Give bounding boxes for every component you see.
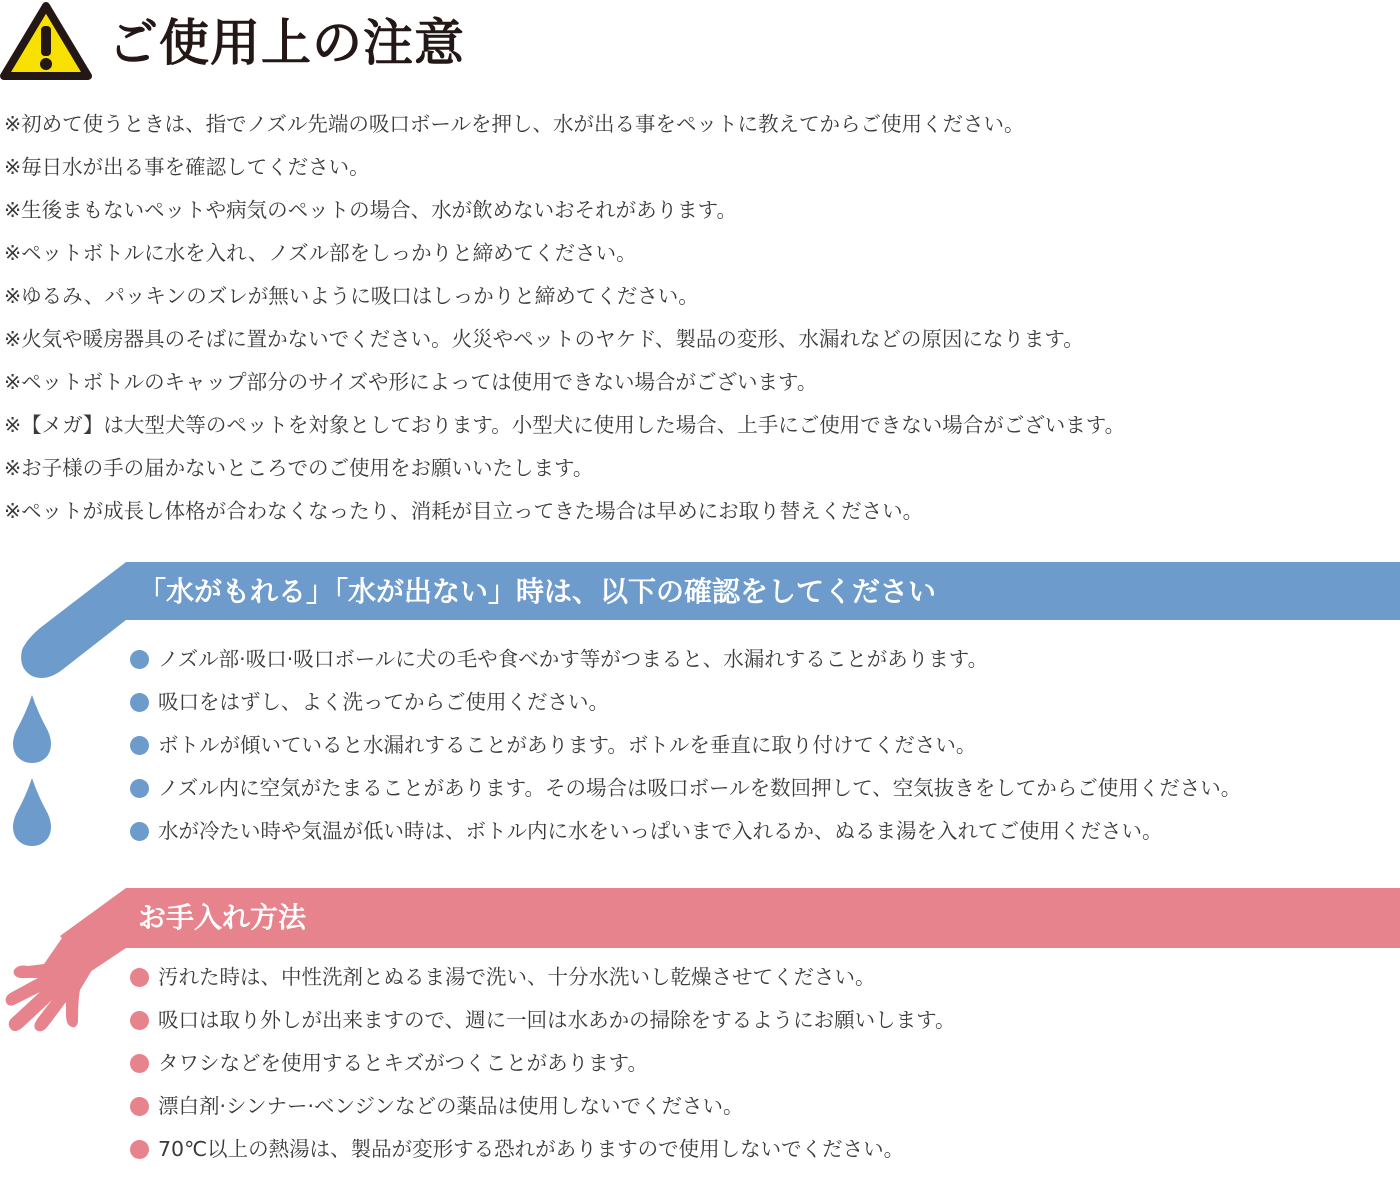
list-item (130, 810, 1241, 853)
list-item (130, 638, 1241, 681)
bullet-icon (130, 1140, 149, 1159)
note-item: ※【メガ】は大型犬等のペットを対象としております。小型犬に使用した場合、上手にご使用できない場合がございます。 (4, 413, 1126, 437)
list-item-text: タワシなどを使用するとキズがつくことがあります。 (158, 1051, 648, 1075)
list-item (130, 724, 1241, 767)
list-item (130, 1128, 955, 1171)
bullet-icon (130, 968, 149, 987)
check-section-title: 「水がもれる」「水が出ない」時は、以下の確認をしてください (138, 575, 937, 608)
bullet-icon (130, 693, 149, 712)
list-item-text: ノズル内に空気がたまることがあります。その場合は吸口ボールを数回押して、空気抜きをしてからご使用ください。 (158, 776, 1242, 800)
note-item: ※ゆるみ、パッキンのズレが無いように吸口はしっかりと締めてください。 (4, 284, 699, 308)
note-item: ※火気や暖房器具のそばに置かないでください。火災やペットのヤケド、製品の変形、水漏れなどの原因になります。 (4, 327, 1084, 351)
note-item: ※ペットボトルに水を入れ、ノズル部をしっかりと締めてください。 (4, 241, 637, 265)
bullet-icon (130, 736, 149, 755)
list-item-text: 水が冷たい時や気温が低い時は、ボトル内に水をいっぱいまで入れるか、ぬるま湯を入れてご使用ください。 (158, 819, 1163, 843)
hand-icon (0, 930, 110, 1040)
care-list (130, 956, 955, 1171)
list-item-text: 吸口は取り外しが出来ますので、週に一回は水あかの掃除をするようにお願いします。 (158, 1008, 956, 1032)
bullet-icon (130, 1097, 149, 1116)
list-item-text: 吸口をはずし、よく洗ってからご使用ください。 (158, 690, 609, 714)
list-item-text: 70℃以上の熱湯は、製品が変形する恐れがありますので使用しないでください。 (158, 1137, 905, 1161)
water-drop-icon (12, 693, 52, 765)
note-item: ※初めて使うときは、指でノズル先端の吸口ボールを押し、水が出る事をペットに教えてからご使用ください。 (4, 112, 1025, 136)
note-item: ※ペットボトルのキャップ部分のサイズや形によっては使用できない場合がございます。 (4, 370, 818, 394)
list-item (130, 956, 955, 999)
bullet-icon (130, 1011, 149, 1030)
page-title: ご使用上の注意 (108, 14, 465, 72)
bullet-icon (130, 650, 149, 669)
list-item (130, 1085, 955, 1128)
list-item (130, 767, 1241, 810)
check-list (130, 638, 1241, 853)
list-item (130, 681, 1241, 724)
list-item-text: ノズル部·吸口·吸口ボールに犬の毛や食べかす等がつまると、水漏れすることがあります。 (158, 647, 989, 671)
list-item (130, 1042, 955, 1085)
note-item: ※ペットが成長し体格が合わなくなったり、消耗が目立ってきた場合は早めにお取り替えください。 (4, 499, 924, 523)
list-item-text: 汚れた時は、中性洗剤とぬるま湯で洗い、十分水洗いし乾燥させてください。 (158, 965, 876, 989)
bullet-icon (130, 779, 149, 798)
note-item: ※毎日水が出る事を確認してください。 (4, 155, 370, 179)
care-section-title: お手入れ方法 (138, 901, 307, 934)
note-item: ※生後まもないペットや病気のペットの場合、水が飲めないおそれがあります。 (4, 198, 738, 222)
note-item: ※お子様の手の届かないところでのご使用をお願いいたします。 (4, 456, 594, 480)
list-item-text: 漂白剤·シンナー·ベンジンなどの薬品は使用しないでください。 (158, 1094, 744, 1118)
bullet-icon (130, 1054, 149, 1073)
list-item (130, 999, 955, 1042)
water-drop-icon (12, 776, 52, 848)
list-item-text: ボトルが傾いていると水漏れすることがあります。ボトルを垂直に取り付けてください。 (158, 733, 977, 757)
bullet-icon (130, 822, 149, 841)
